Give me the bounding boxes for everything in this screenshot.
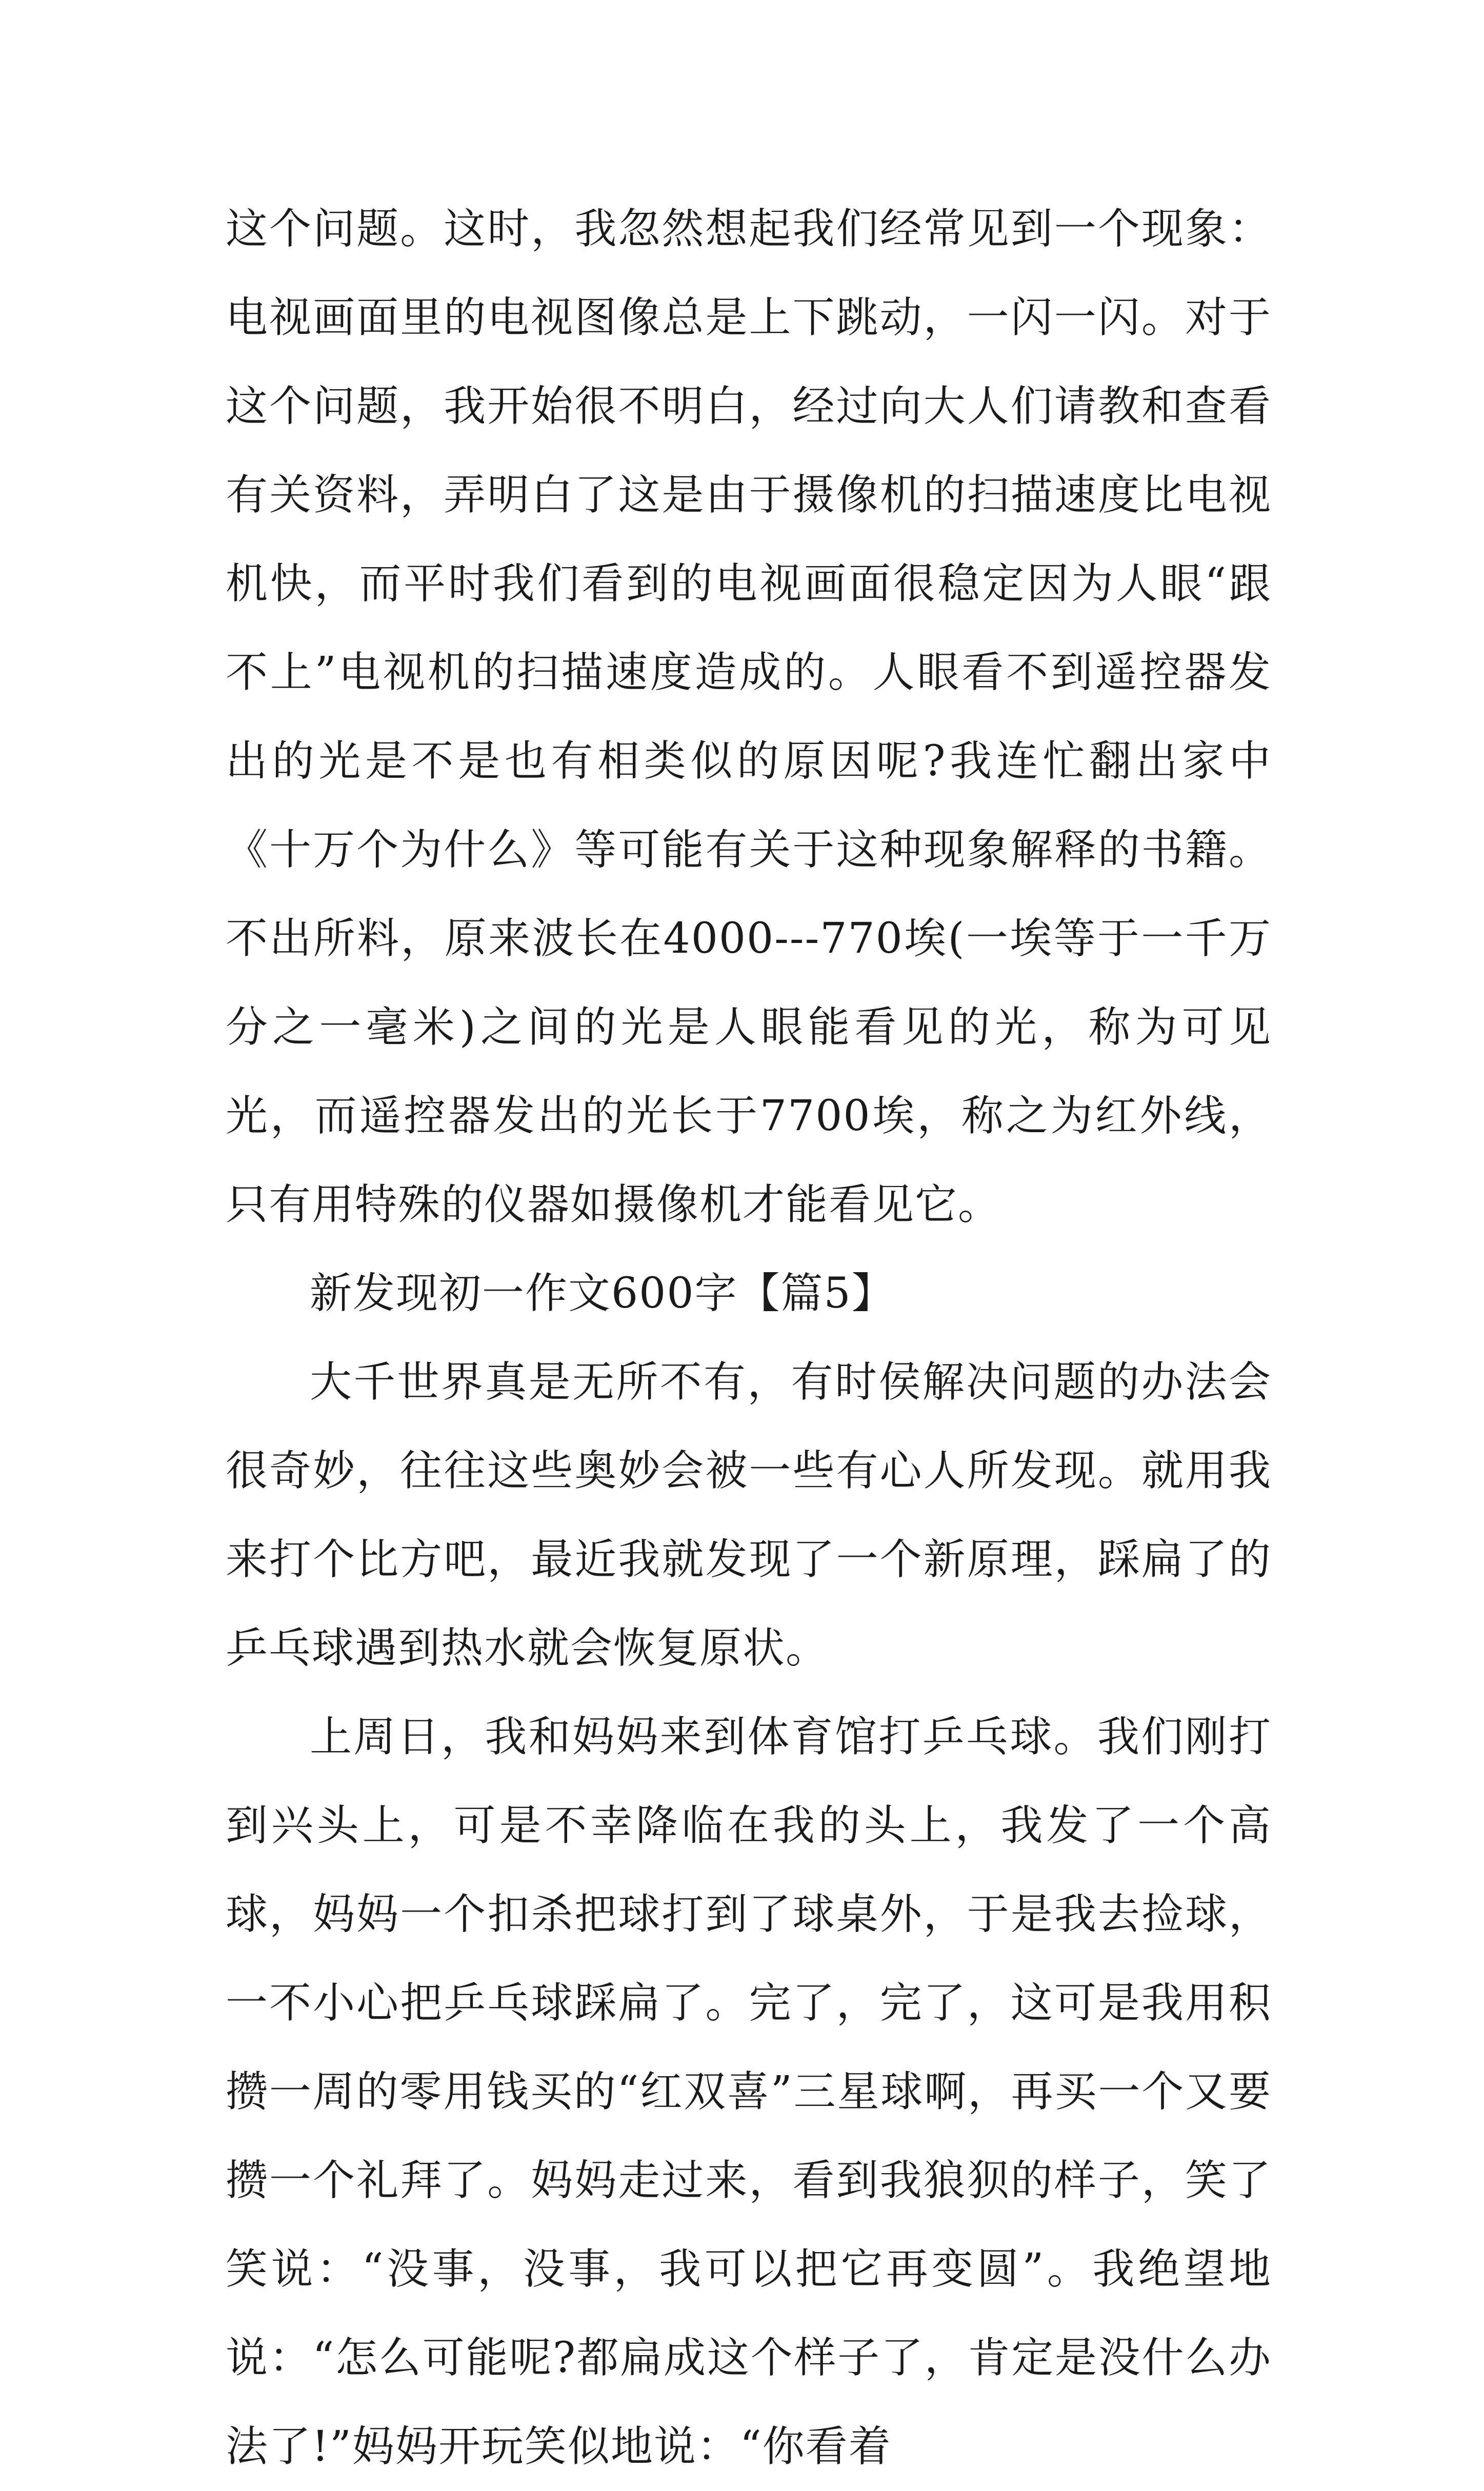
paragraph-continued: 这个问题。这时，我忽然想起我们经常见到一个现象：电视画面里的电视图像总是上下跳动，一闪一闪。对于这个问题，我开始很不明白，经过向大人们请教和查看有关资料，弄明白了这是由于摄像机的扫描速度比电视机快，而平时我们看到的电视画面很稳定因为人眼“跟不上”电视机的扫描速度造成的。人眼看不到遥控器发出的光是不是也有相类似的原因呢?我连忙翻出家中《十万个为什么》等可能有关于这种现象解释的书籍。不出所料，原来波长在4000---770埃(一埃等于一千万分之一毫米)之间的光是人眼能看见的光，称为可见光，而遥控器发出的光长于7700埃，称之为红外线，只有用特殊的仪器如摄像机才能看见它。	[226, 205, 1272, 1229]
paragraph-intro: 大千世界真是无所不有，有时侯解决问题的办法会很奇妙，往往这些奥妙会被一些有心人所发现。就用我来打个比方吧，最近我就发现了一个新原理，踩扁了的乒乓球遇到热水就会恢复原状。	[226, 1358, 1272, 1673]
document-body	[226, 185, 1272, 2491]
section-heading: 新发现初一作文600字【篇5】	[310, 1269, 895, 1318]
paragraph-story: 上周日，我和妈妈来到体育馆打乒乓球。我们刚打到兴头上，可是不幸降临在我的头上，我发了一个高球，妈妈一个扣杀把球打到了球桌外，于是我去捡球，一不小心把乒乓球踩扁了。完了，完了，这可是我用积攒一周的零用钱买的“红双喜”三星球啊，再买一个又要攒一个礼拜了。妈妈走过来，看到我狼狈的样子，笑了笑说：“没事，没事，我可以把它再变圆”。我绝望地说：“怎么可能呢?都扁成这个样子了，肯定是没什么办法了!”妈妈开玩笑似地说：“你看着	[226, 1713, 1272, 2471]
